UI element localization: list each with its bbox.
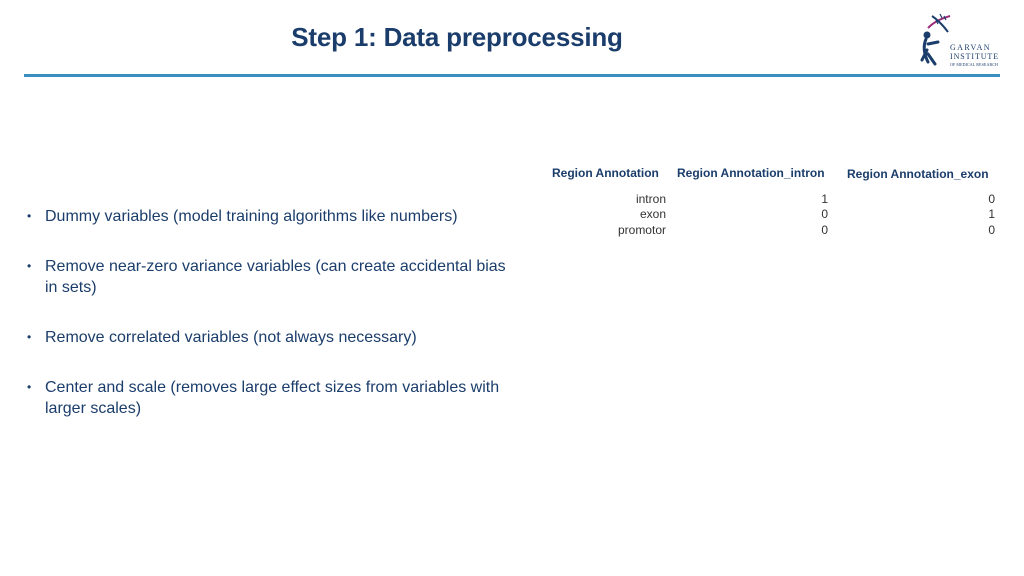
slide-title: Step 1: Data preprocessing [291, 22, 623, 52]
table-cell: promotor [617, 223, 666, 237]
bullet-item [26, 377, 516, 419]
table-cell: 1 [821, 192, 828, 206]
bullet-item [26, 256, 516, 298]
bullet-text: Remove near-zero variance variables (can create accidental bias in sets) [45, 258, 506, 296]
table-header-region-annotation: Region Annotation [552, 166, 659, 180]
logo-text-medical-research: OF MEDICAL RESEARCH [950, 62, 998, 67]
bullet-text: Dummy variables (model training algorithms like numbers) [45, 208, 458, 225]
logo-text-garvan: GARVAN [950, 43, 991, 52]
table-cell: 1 [988, 207, 995, 221]
table-header-intron: Region Annotation_intron [677, 166, 825, 180]
bullet-dot-icon: • [27, 209, 32, 223]
bullet-text: Center and scale (removes large effect sizes from variables with larger scales) [45, 379, 500, 417]
table-cell: exon [639, 207, 666, 221]
bullet-list [26, 206, 516, 448]
garvan-logo [918, 10, 1010, 70]
bullet-item [26, 206, 516, 227]
bullet-dot-icon: • [27, 259, 32, 273]
title-divider [24, 74, 1000, 77]
garvan-helix-figure-logo-icon [918, 10, 966, 70]
table-cell: 0 [988, 223, 995, 237]
table-cell: 0 [988, 192, 995, 206]
table-cell: intron [635, 192, 666, 206]
table-cell: 0 [821, 207, 828, 221]
table-cell: 0 [821, 223, 828, 237]
logo-text-institute: INSTITUTE [950, 52, 999, 61]
bullet-text: Remove correlated variables (not always necessary) [45, 329, 417, 346]
bullet-dot-icon: • [27, 330, 32, 344]
table-header-exon: Region Annotation_exon [847, 167, 989, 181]
bullet-item [26, 327, 516, 348]
bullet-dot-icon: • [27, 380, 32, 394]
